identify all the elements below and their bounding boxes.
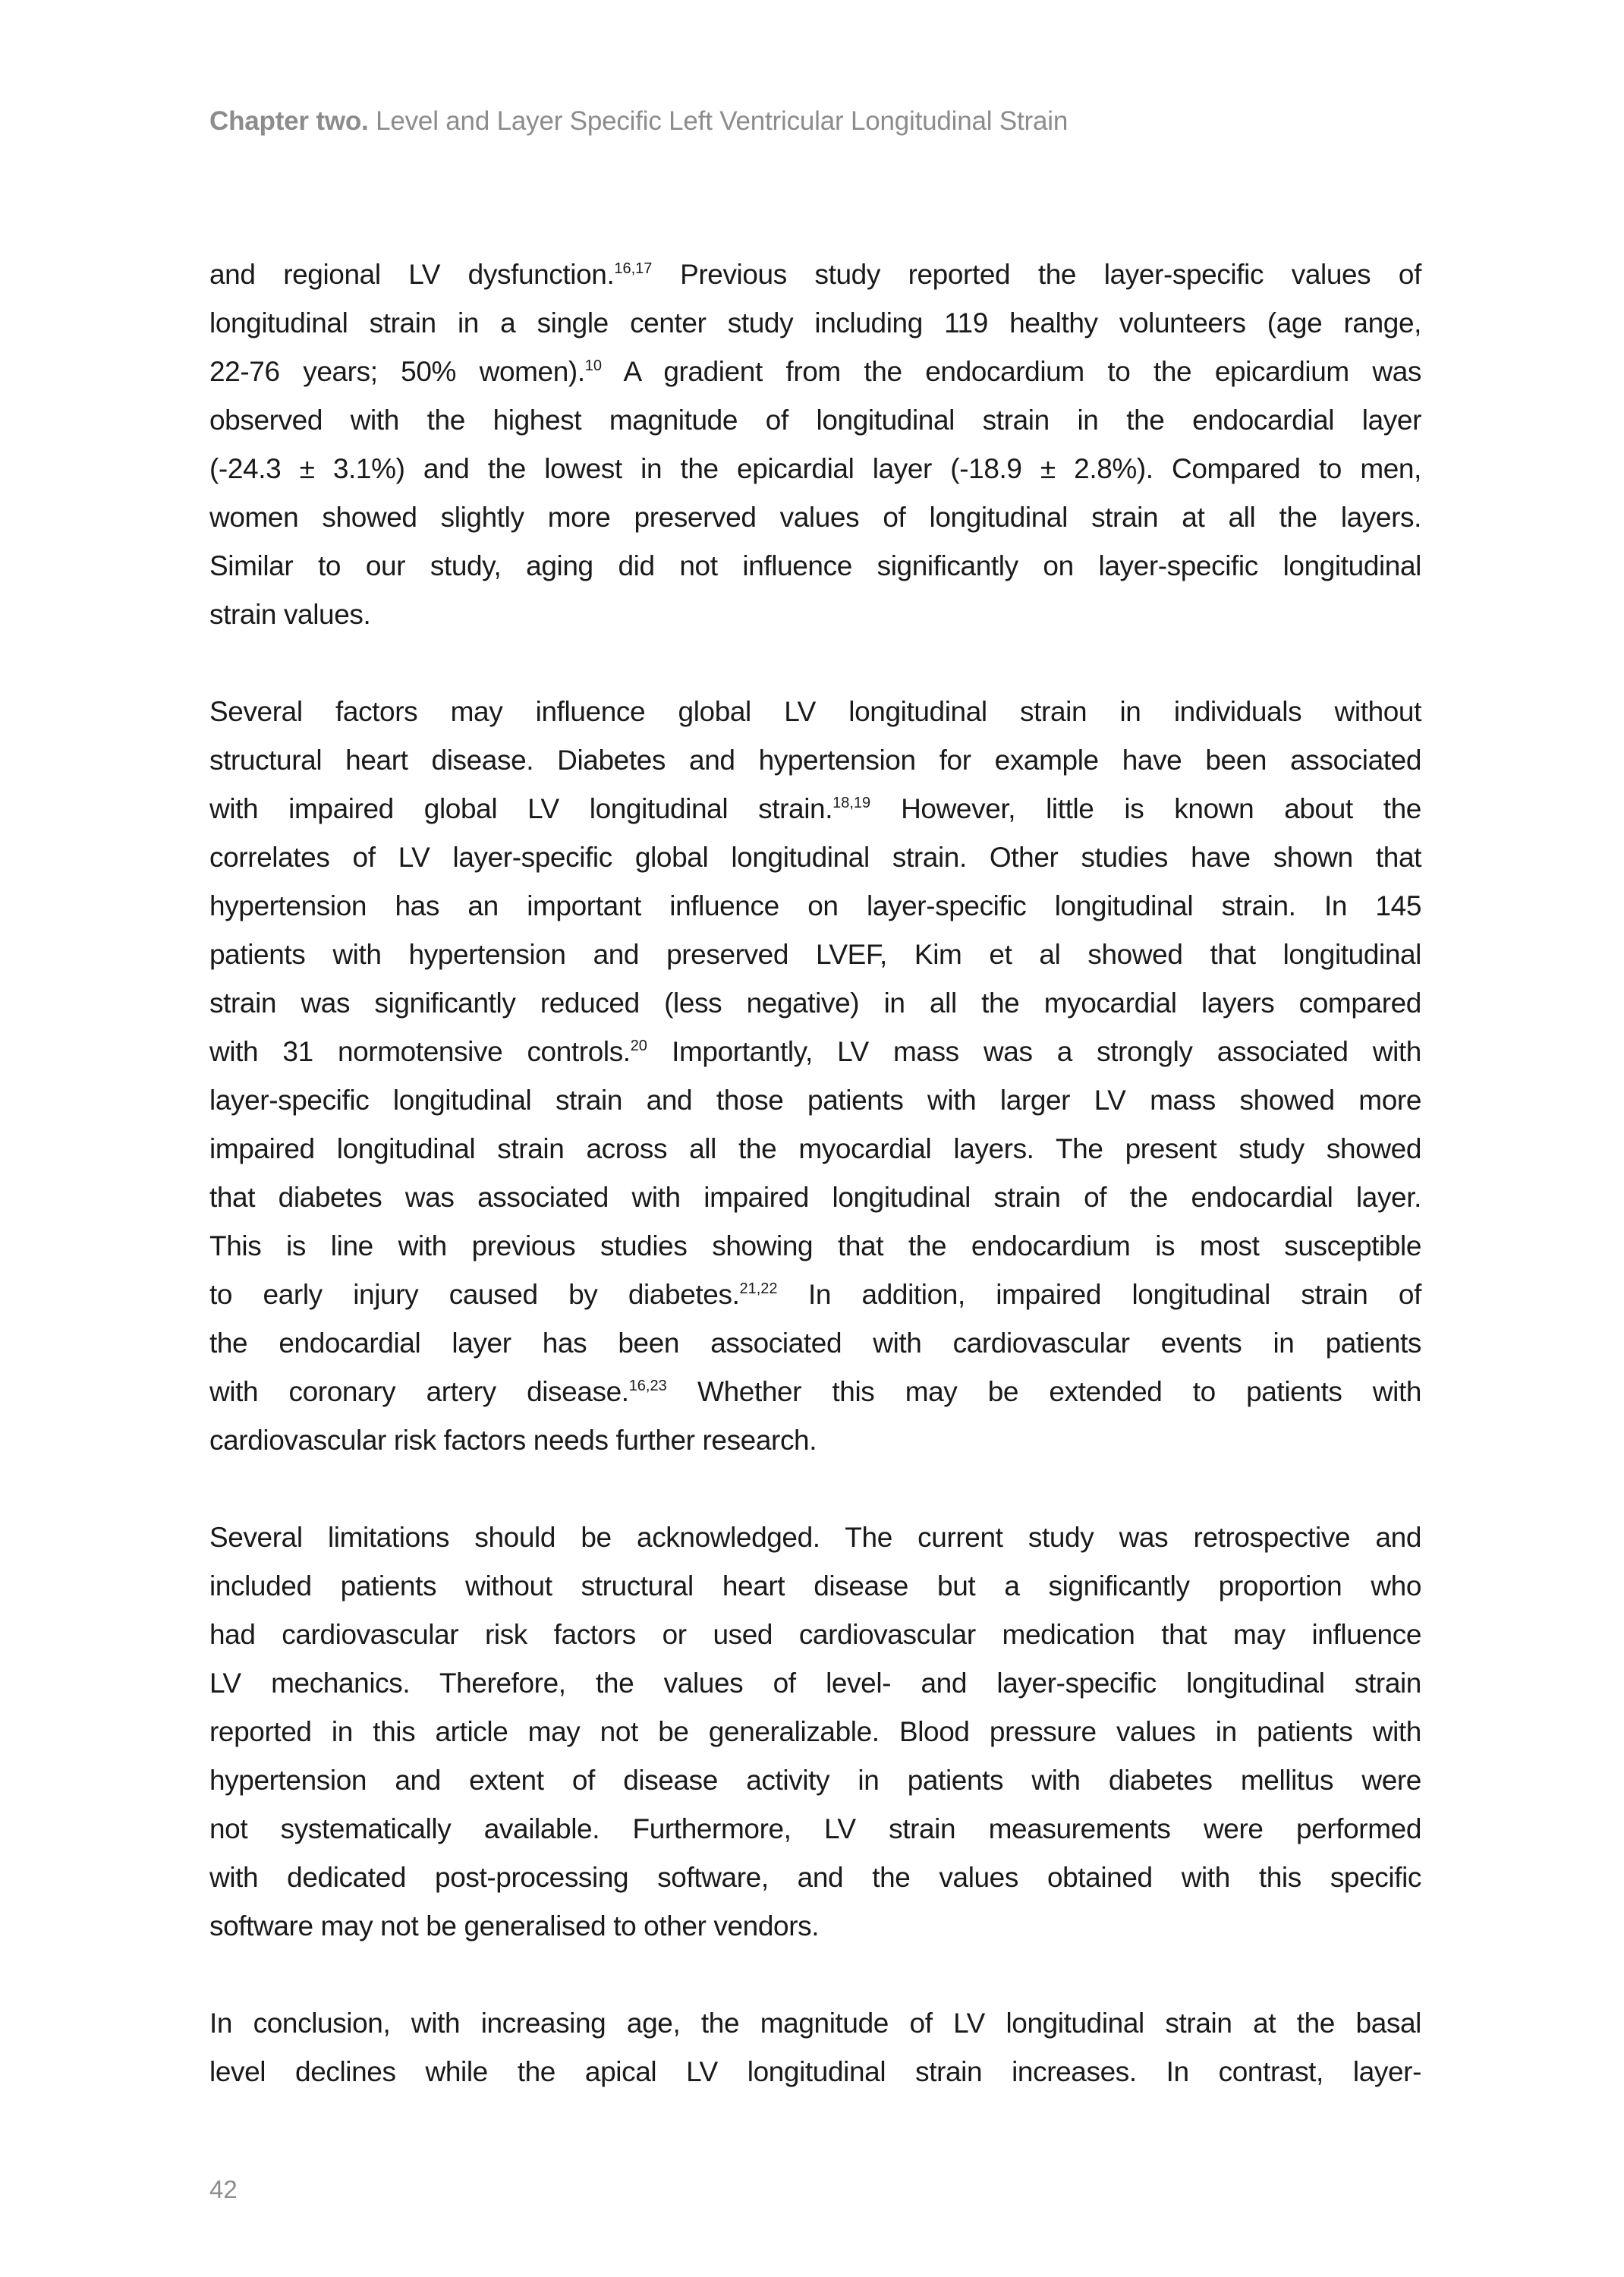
citation-superscript: 16,17	[614, 260, 653, 277]
text-line: 22-76 years; 50% women).$^{10}$ A gradient from the endocardium to the epicardium was	[209, 356, 1421, 387]
text-line: with 31 normotensive controls.$^{20}$ Importantly, LV mass was a strongly associated with	[209, 1036, 1421, 1067]
text-line: In conclusion, with increasing age, the magnitude of LV longitudinal strain at the basal	[209, 2008, 1421, 2039]
citation-superscript: 20	[630, 1038, 647, 1054]
text-line: hypertension has an important influence on layer-specific longitudinal strain. In 145	[209, 890, 1421, 921]
paragraph	[209, 1513, 1421, 1951]
text-line: with impaired global LV longitudinal strain.$^{18,19}$ However, little is known about the	[209, 793, 1421, 824]
text-line: structural heart disease. Diabetes and hypertension for example have been associated	[209, 745, 1421, 776]
text-line: hypertension and extent of disease activity in patients with diabetes mellitus were	[209, 1765, 1421, 1796]
chapter-title: Level and Layer Specific Left Ventricular Longitudinal Strain	[376, 106, 1069, 136]
text-line: Similar to our study, aging did not influence significantly on layer-specific longitudinal	[209, 550, 1421, 581]
text-line: software may not be generalised to other vendors.	[209, 1910, 820, 1942]
text-line: impaired longitudinal strain across all the myocardial layers. The present study showed	[209, 1133, 1421, 1164]
text-line: LV mechanics. Therefore, the values of level- and layer-specific longitudinal strain	[209, 1668, 1421, 1699]
text-line: observed with the highest magnitude of longitudinal strain in the endocardial layer	[209, 405, 1421, 436]
text-line: women showed slightly more preserved values of longitudinal strain at all the layers.	[209, 502, 1421, 533]
citation-superscript: 18,19	[832, 795, 871, 811]
text-line: This is line with previous studies showing that the endocardium is most susceptible	[209, 1230, 1421, 1261]
text-line: and regional LV dysfunction.$^{16,17}$ Previous study reported the layer-specific values of	[209, 259, 1421, 290]
text-line: strain values.	[209, 599, 371, 630]
citation-superscript: 10	[584, 357, 602, 374]
text-line: not systematically available. Furthermore, LV strain measurements were performed	[209, 1813, 1421, 1844]
text-line: layer-specific longitudinal strain and those patients with larger LV mass showed more	[209, 1085, 1421, 1116]
text-line: longitudinal strain in a single center study including 119 healthy volunteers (age range,	[209, 307, 1421, 339]
text-line: reported in this article may not be generalizable. Blood pressure values in patients with	[209, 1716, 1421, 1747]
text-line: strain was significantly reduced (less negative) in all the myocardial layers compared	[209, 987, 1421, 1019]
paragraph	[209, 688, 1421, 1465]
text-line: patients with hypertension and preserved LVEF, Kim et al showed that longitudinal	[209, 939, 1421, 970]
paragraph	[209, 1999, 1421, 2096]
text-line: level declines while the apical LV longitudinal strain increases. In contrast, layer-	[209, 2056, 1421, 2087]
citation-superscript: 16,23	[628, 1378, 667, 1394]
text-line: Several limitations should be acknowledged. The current study was retrospective and	[209, 1522, 1421, 1553]
text-line: that diabetes was associated with impaired longitudinal strain of the endocardial layer.	[209, 1182, 1421, 1213]
chapter-label: Chapter two.	[209, 106, 369, 136]
text-line: included patients without structural heart disease but a significantly proportion who	[209, 1570, 1421, 1601]
text-line: the endocardial layer has been associated with cardiovascular events in patients	[209, 1327, 1421, 1359]
page-number: 42	[209, 2175, 238, 2203]
text-line: had cardiovascular risk factors or used cardiovascular medication that may influence	[209, 1619, 1421, 1650]
text-line: to early injury caused by diabetes.$^{21,22}$ In addition, impaired longitudinal strain of	[209, 1279, 1421, 1310]
text-line: with coronary artery disease.$^{16,23}$ Whether this may be extended to patients with	[209, 1376, 1422, 1407]
body-text	[209, 250, 1421, 2145]
paragraph	[209, 250, 1421, 639]
citation-superscript: 21,22	[739, 1280, 778, 1297]
running-header	[209, 106, 1068, 137]
text-line: Several factors may influence global LV longitudinal strain in individuals without	[209, 696, 1421, 727]
text-line: cardiovascular risk factors needs further research.	[209, 1425, 817, 1456]
text-line: (-24.3 ± 3.1%) and the lowest in the epicardial layer (-18.9 ± 2.8%). Compared to men,	[209, 453, 1421, 484]
text-line: with dedicated post-processing software, and the values obtained with this specific	[209, 1862, 1421, 1893]
text-line: correlates of LV layer-specific global longitudinal strain. Other studies have shown that	[209, 842, 1421, 873]
